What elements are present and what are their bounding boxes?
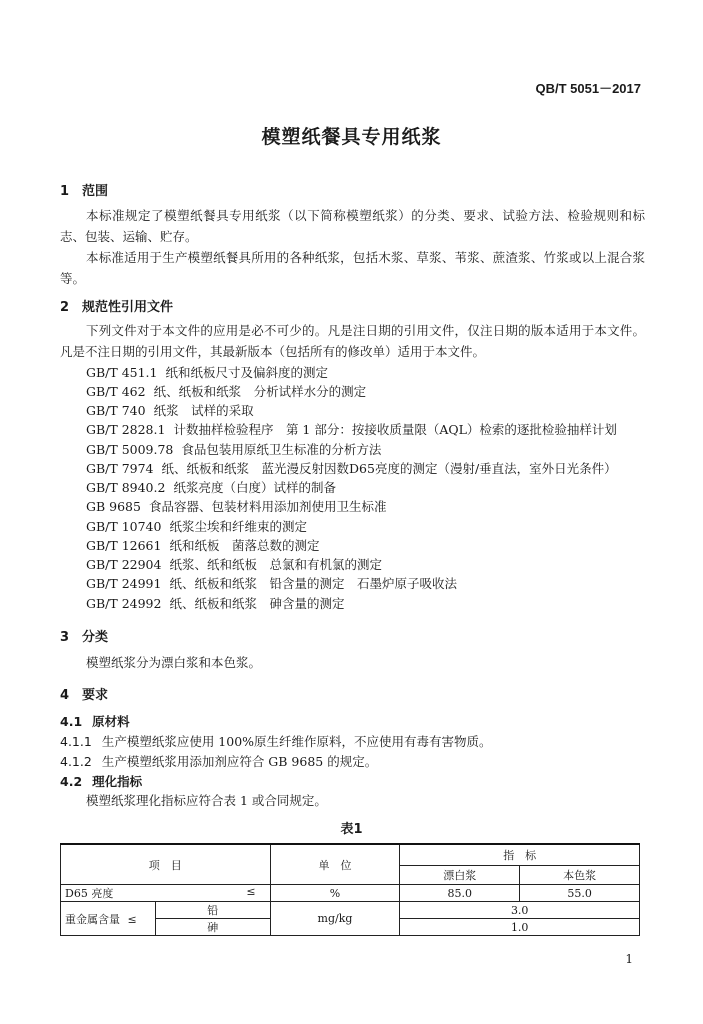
- section-title: 范围: [82, 184, 109, 199]
- table-header-row: [61, 844, 640, 866]
- reference-title: 计数抽样检验程序 第 1 部分：按接收质量限（AQL）检索的逐批检验抽样计划: [173, 422, 617, 437]
- reference-item: [86, 363, 328, 381]
- le-sign: ≤: [246, 885, 256, 898]
- row-metal-item: [61, 902, 156, 936]
- reference-code: GB/T 5009.78: [86, 442, 174, 457]
- header-natural: 本色浆: [520, 866, 640, 885]
- reference-code: GB 9685: [86, 499, 141, 514]
- reference-title: 纸、纸板和纸浆 蓝光漫反射因数D65亮度的测定（漫射/垂直法，室外日光条件）: [161, 461, 617, 476]
- reference-code: GB/T 24992: [86, 596, 162, 611]
- reference-code: GB/T 2828.1: [86, 422, 166, 437]
- reference-item: [86, 497, 386, 515]
- section-number: 3: [60, 630, 70, 645]
- reference-title: 纸和纸板尺寸及偏斜度的测定: [165, 365, 328, 380]
- section-number: 1: [60, 184, 70, 199]
- reference-code: GB/T 12661: [86, 538, 162, 553]
- document-title: 模塑纸餐具专用纸浆: [261, 126, 442, 148]
- subsection-number: 4.2: [60, 774, 83, 789]
- table-caption: 表1: [340, 822, 363, 837]
- reference-code: GB/T 22904: [86, 557, 162, 572]
- reference-code: GB/T 8940.2: [86, 480, 166, 495]
- reference-title: 纸浆亮度（白度）试样的制备: [173, 480, 336, 495]
- page-number: 1: [625, 952, 633, 966]
- reference-title: 食品容器、包装材料用添加剂使用卫生标准: [148, 499, 387, 514]
- header-item: 项 目: [61, 844, 271, 885]
- table-row: [61, 885, 640, 902]
- clause-4-1-1: [60, 732, 492, 750]
- subsection-title: 原材料: [92, 714, 130, 729]
- reference-item: [86, 594, 344, 612]
- row-d65-bleached: 85.0: [400, 885, 520, 902]
- section-2-intro: 下列文件对于本文件的应用是必不可少的。凡是注日期的引用文件，仅注日期的版本适用于本文件。凡是不注日期的引用文件，其最新版本（包括所有的修改单）适用于本文件。: [60, 323, 645, 359]
- section-3-heading: [60, 626, 108, 645]
- requirements-table: [60, 843, 640, 936]
- reference-item: [86, 401, 254, 419]
- reference-title: 纸、纸板和纸浆 分析试样水分的测定: [153, 384, 367, 399]
- table-row: [61, 902, 640, 919]
- reference-item: [86, 420, 617, 438]
- row-arsenic-name: 砷: [155, 919, 270, 936]
- reference-code: GB/T 740: [86, 403, 146, 418]
- reference-item: [86, 382, 366, 400]
- reference-title: 纸、纸板和纸浆 铅含量的测定 石墨炉原子吸收法: [169, 576, 457, 591]
- row-d65-item: [61, 885, 271, 902]
- section-1-heading: [60, 180, 108, 199]
- clause-number: 4.1.2: [60, 754, 92, 769]
- section-1-paragraph-1: 本标准规定了模塑纸餐具专用纸浆（以下简称模塑纸浆）的分类、要求、试验方法、检验规则和标志、包装、运输、贮存。: [60, 208, 645, 244]
- subsection-4-2-text: 模塑纸浆理化指标应符合表 1 或合同规定。: [86, 793, 327, 808]
- clause-text: 生产模塑纸浆用添加剂应符合 GB 9685 的规定。: [101, 754, 378, 769]
- item-name: 重金属含量: [65, 912, 120, 926]
- reference-code: GB/T 7974: [86, 461, 154, 476]
- reference-item: [86, 517, 307, 535]
- reference-title: 纸浆、纸和纸板 总氯和有机氯的测定: [169, 557, 382, 572]
- section-title: 要求: [82, 688, 109, 703]
- reference-item: [86, 555, 382, 573]
- section-number: 4: [60, 688, 70, 703]
- row-d65-natural: 55.0: [520, 885, 640, 902]
- reference-code: GB/T 10740: [86, 519, 162, 534]
- section-title: 规范性引用文件: [82, 300, 174, 315]
- clause-number: 4.1.1: [60, 734, 92, 749]
- reference-item: [86, 574, 457, 592]
- reference-item: [86, 478, 336, 496]
- section-2-heading: [60, 296, 173, 315]
- section-number: 2: [60, 300, 70, 315]
- subsection-4-2-heading: [60, 772, 142, 790]
- reference-title: 纸和纸板 菌落总数的测定: [169, 538, 320, 553]
- header-bleached: 漂白浆: [400, 866, 520, 885]
- subsection-title: 理化指标: [92, 774, 143, 789]
- row-lead-value: 3.0: [400, 902, 640, 919]
- le-sign: ≤: [127, 912, 137, 926]
- reference-code: GB/T 24991: [86, 576, 162, 591]
- subsection-4-1-heading: [60, 712, 130, 730]
- row-metal-unit: mg/kg: [270, 902, 400, 936]
- reference-item: [86, 536, 319, 554]
- row-d65-unit: %: [270, 885, 400, 902]
- reference-item: [86, 440, 381, 458]
- row-arsenic-value: 1.0: [400, 919, 640, 936]
- clause-text: 生产模塑纸浆应使用 100%原生纤维作原料，不应使用有毒有害物质。: [101, 734, 492, 749]
- section-1-paragraph-2: 本标准适用于生产模塑纸餐具所用的各种纸浆，包括木浆、草浆、苇浆、蔗渣浆、竹浆或以上混合浆等。: [60, 250, 645, 286]
- row-lead-name: 铅: [155, 902, 270, 919]
- reference-code: GB/T 451.1: [86, 365, 158, 380]
- clause-4-1-2: [60, 752, 377, 770]
- document-code: QB/T 5051－2017: [535, 81, 641, 96]
- header-index: 指 标: [400, 844, 640, 866]
- reference-title: 纸、纸板和纸浆 砷含量的测定: [169, 596, 345, 611]
- reference-title: 纸浆尘埃和纤维束的测定: [169, 519, 307, 534]
- section-3-paragraph: 模塑纸浆分为漂白浆和本色浆。: [86, 655, 262, 670]
- reference-title: 纸浆 试样的采取: [153, 403, 254, 418]
- reference-code: GB/T 462: [86, 384, 146, 399]
- header-unit: 单 位: [270, 844, 400, 885]
- reference-title: 食品包装用原纸卫生标准的分析方法: [181, 442, 382, 457]
- reference-item: [86, 459, 617, 477]
- section-4-heading: [60, 684, 108, 703]
- section-title: 分类: [82, 630, 109, 645]
- subsection-number: 4.1: [60, 714, 83, 729]
- item-name: D65 亮度: [65, 887, 114, 900]
